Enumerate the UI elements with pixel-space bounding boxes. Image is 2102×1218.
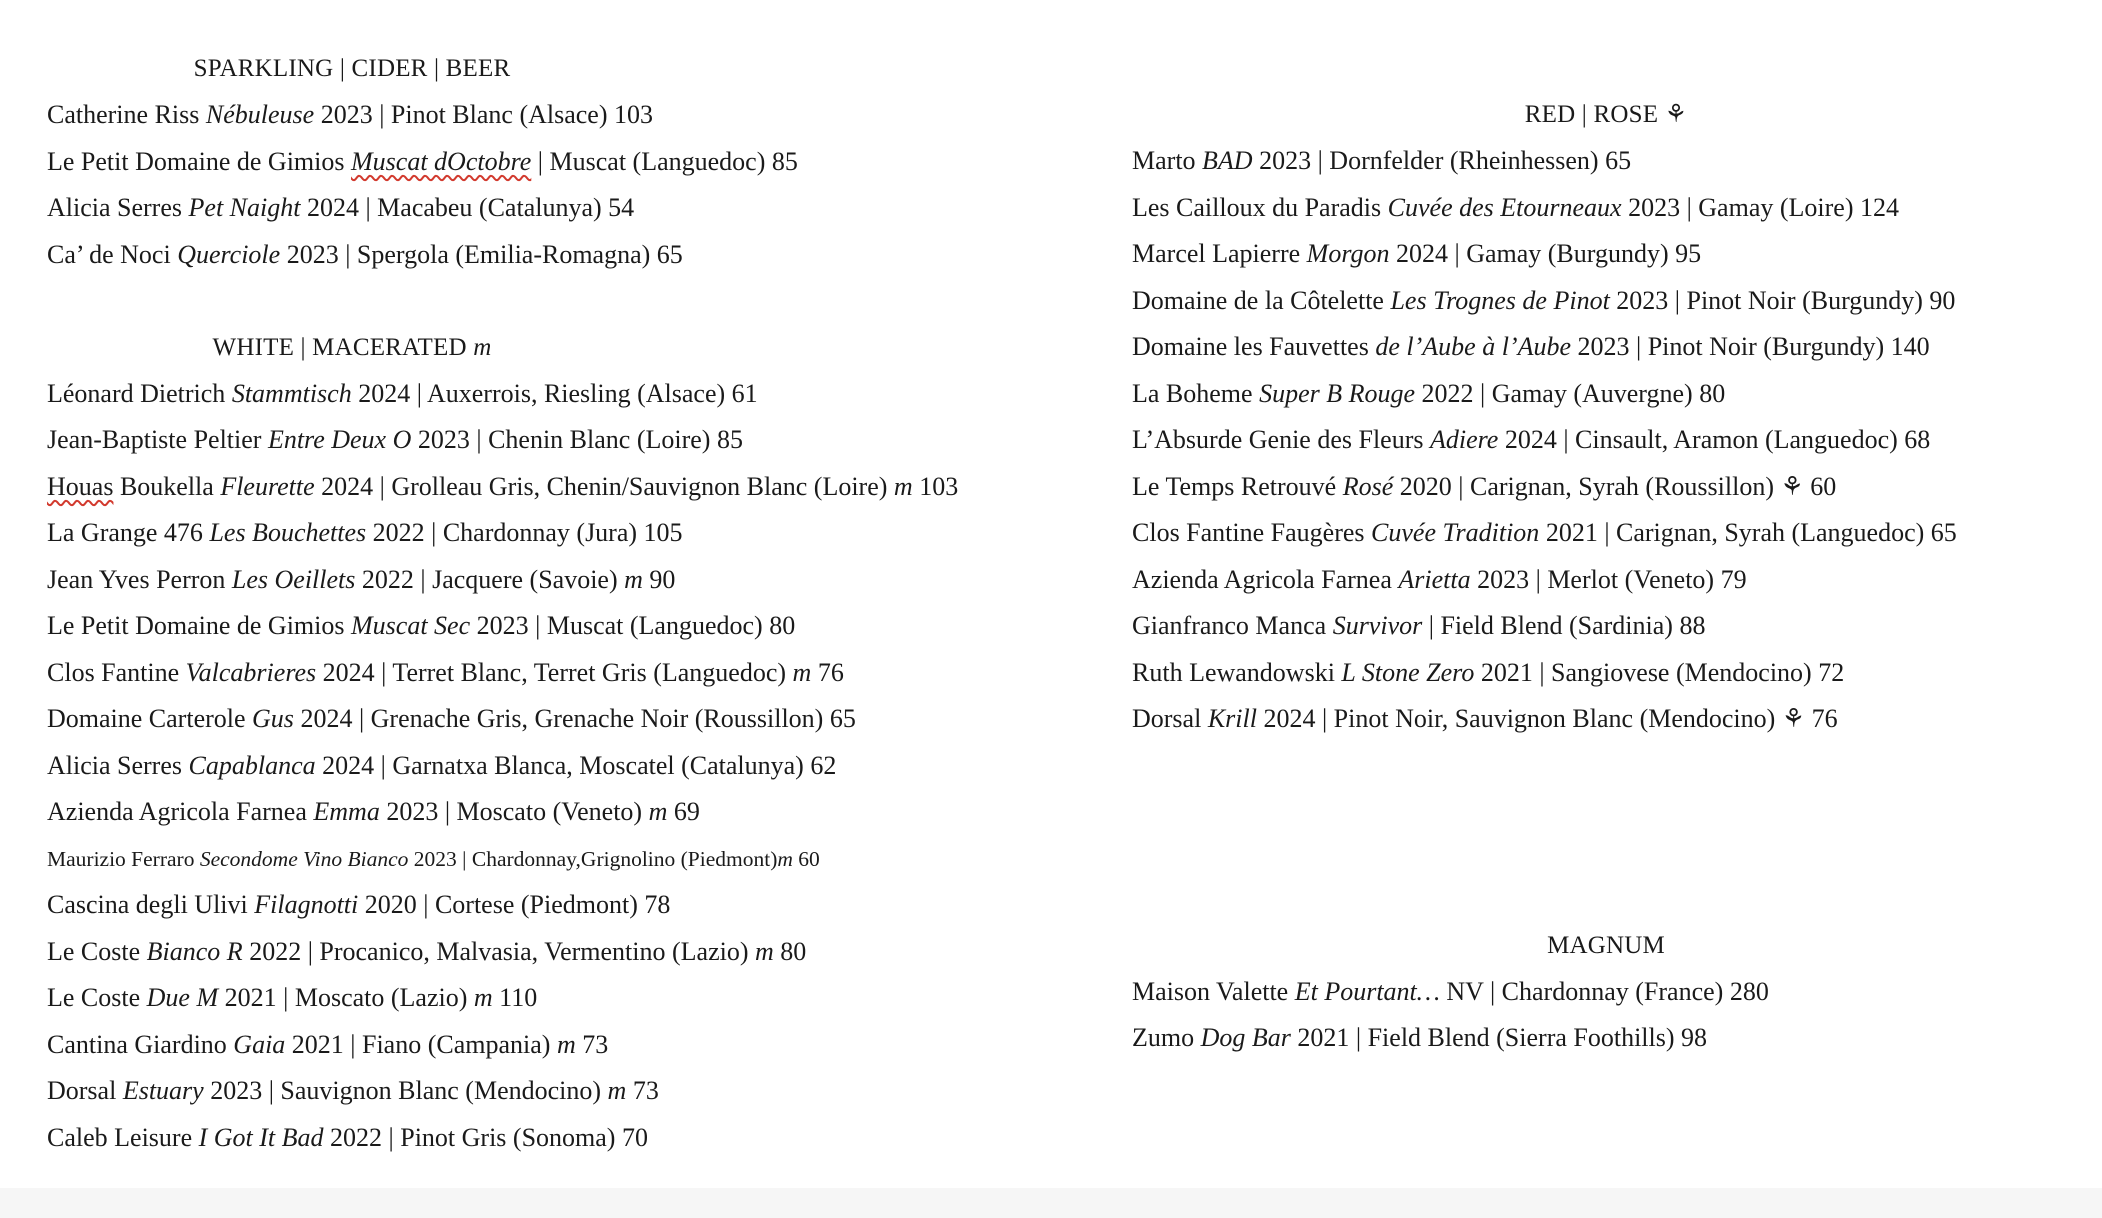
wine-details: 2023 | Dornfelder (Rheinhessen) 65 (1252, 146, 1632, 175)
wine-entry (1132, 138, 2092, 185)
wine-name: Filagnotti (254, 890, 359, 919)
wine-details: NV | Chardonnay (France) 280 (1439, 976, 1769, 1006)
producer: Alicia Serres (47, 193, 189, 222)
producer: Ca’ de Noci (47, 239, 178, 269)
wine-entry (47, 1022, 1047, 1069)
wine-entry (47, 510, 1047, 557)
producer: Domaine Carterole (47, 704, 253, 733)
wine-details: 2022 | Pinot Gris (Sonoma) 70 (323, 1122, 648, 1152)
wine-entry (47, 836, 1047, 883)
producer: Léonard Dietrich (47, 378, 232, 408)
wine-entry (1132, 696, 2092, 743)
wine-entry (47, 417, 1047, 464)
section-heading-magnum (1132, 923, 2080, 969)
wine-name: Due M (146, 983, 219, 1012)
wine-entry (1132, 603, 2092, 650)
wine-entry (47, 1115, 1047, 1162)
left-column (47, 46, 1047, 1161)
wine-entry (47, 185, 1047, 232)
wine-name: Cuvée des Etourneaux (1387, 192, 1622, 222)
wine-name: Muscat Sec (351, 611, 471, 640)
wine-name: Morgon (1306, 239, 1390, 268)
macerated-marker: m (648, 797, 668, 826)
wine-name: Muscat dOctobre (351, 146, 532, 176)
producer: Le Coste (47, 936, 147, 966)
wine-entry (1132, 510, 2092, 557)
macerated-symbol: m (473, 333, 492, 361)
wine-details: 2024 | Macabeu (Catalunya) 54 (300, 193, 635, 222)
wine-details: 2021 | Sangiovese (Mendocino) 72 (1474, 657, 1845, 687)
producer: Le Petit Domaine de Gimios (47, 611, 352, 640)
wine-name: Fleurette (220, 471, 315, 501)
producer: Azienda Agricola Farnea (47, 797, 314, 826)
wine-name: BAD (1202, 146, 1253, 175)
wine-details: 2023 | Sauvignon Blanc (Mendocino) (203, 1076, 608, 1105)
wine-details: 2020 | Carignan, Syrah (Roussillon) ⚘ 60 (1393, 471, 1837, 501)
producer: Gianfranco Manca (1132, 611, 1333, 640)
macerated-marker: m (473, 983, 493, 1012)
wine-name: Rosé (1342, 471, 1394, 501)
wine-name: Bianco R (146, 936, 243, 966)
producer: Clos Fantine (47, 657, 186, 687)
producer: Boukella (113, 471, 221, 501)
wine-details: | Field Blend (Sardinia) 88 (1422, 611, 1706, 640)
wine-name: Super B Rouge (1259, 378, 1416, 408)
wine-name: Cuvée Tradition (1371, 518, 1540, 547)
right-column (1132, 92, 2092, 1062)
wine-entry (1132, 371, 2092, 418)
price: 69 (667, 797, 700, 826)
wine-name: Pet Naight (188, 193, 301, 222)
wine-details: 2023 | Moscato (Veneto) (379, 797, 649, 826)
wine-name: Survivor (1332, 611, 1423, 640)
producer: Le Coste (47, 983, 147, 1012)
price: 110 (492, 983, 538, 1012)
wine-entry (47, 92, 1047, 139)
producer: Zumo (1132, 1023, 1201, 1052)
producer: Cascina degli Ulivi (47, 890, 255, 919)
wine-entry (1132, 1015, 2092, 1062)
producer: Cantina Giardino (47, 1029, 234, 1059)
wine-name: Gaia (233, 1029, 286, 1059)
wine-details: 2024 | Terret Blanc, Terret Gris (Languedoc) (316, 657, 793, 687)
wine-name: Nébuleuse (205, 100, 315, 129)
wine-entry (47, 650, 1047, 697)
producer: Le Temps Retrouvé (1132, 471, 1343, 501)
wine-details: 2024 | Auxerrois, Riesling (Alsace) 61 (351, 378, 758, 408)
producer: La Boheme (1132, 378, 1260, 408)
heading-text: MAGNUM (1547, 931, 1665, 959)
producer: Dorsal (1132, 704, 1208, 733)
producer: Jean Yves Perron (47, 564, 232, 594)
wine-details: 2022 | Jacquere (Savoie) (355, 564, 625, 594)
wine-details: 2021 | Fiano (Campania) (285, 1029, 557, 1059)
section-spacer (1132, 743, 2092, 923)
wine-entry (47, 557, 1047, 604)
wine-entry (47, 696, 1047, 743)
wine-entry (1132, 417, 2092, 464)
macerated-marker: m (792, 657, 812, 687)
wine-details: 2022 | Chardonnay (Jura) 105 (366, 518, 683, 547)
wine-details: 2021 | Moscato (Lazio) (218, 983, 474, 1012)
wine-name: Les Bouchettes (209, 518, 367, 547)
section-heading-white (47, 325, 657, 371)
wine-details: 2024 | Grenache Gris, Grenache Noir (Roussillon) 65 (293, 704, 856, 733)
wine-entry (47, 929, 1047, 976)
wine-name: Estuary (122, 1076, 204, 1105)
producer: Caleb Leisure (47, 1122, 199, 1152)
wine-name: Entre Deux O (267, 425, 412, 454)
wine-name: Emma (313, 797, 380, 826)
wine-details: 2024 | Cinsault, Aramon (Languedoc) 68 (1498, 425, 1931, 454)
producer: Azienda Agricola Farnea (1132, 564, 1399, 594)
wine-name: Valcabrieres (185, 657, 317, 687)
macerated-marker: m (556, 1029, 576, 1059)
macerated-marker: m (777, 846, 793, 871)
wine-entry (1132, 969, 2092, 1016)
wine-entry (47, 603, 1047, 650)
wine-entry (47, 371, 1047, 418)
wine-entry (47, 232, 1047, 279)
heading-text: RED | ROSE ⚘ (1524, 101, 1688, 128)
wine-entry (47, 743, 1047, 790)
wine-entry (1132, 650, 2092, 697)
wine-name: Stammtisch (231, 378, 352, 408)
wine-entry (47, 789, 1047, 836)
producer: Marcel Lapierre (1132, 239, 1307, 268)
producer: Marto (1132, 146, 1203, 175)
heading-text: SPARKLING | CIDER | BEER (193, 55, 511, 82)
producer: Catherine Riss (47, 100, 206, 129)
price: 73 (575, 1029, 609, 1059)
macerated-marker: m (893, 471, 913, 501)
wine-name: Secondome Vino Bianco (199, 846, 409, 871)
section-spacer (47, 278, 1047, 325)
price: 60 (792, 846, 820, 871)
wine-entry (47, 1068, 1047, 1115)
wine-name: de l’Aube à l’Aube (1375, 332, 1571, 361)
wine-entry (1132, 278, 2092, 325)
macerated-marker: m (607, 1076, 627, 1105)
price: 90 (642, 564, 676, 594)
producer: La Grange 476 (47, 518, 210, 547)
wine-entry (1132, 324, 2092, 371)
producer: Clos Fantine Faugères (1132, 518, 1372, 547)
wine-details: 2023 | Gamay (Loire) 124 (1621, 192, 1899, 222)
wine-entry (1132, 231, 2092, 278)
macerated-marker: m (624, 564, 643, 594)
wine-name: L Stone Zero (1341, 657, 1475, 687)
wine-details: 2024 | Garnatxa Blanca, Moscatel (Catalunya) 62 (315, 750, 837, 780)
wine-details: 2021 | Field Blend (Sierra Foothills) 98 (1290, 1023, 1708, 1052)
wine-entry (1132, 185, 2092, 232)
price: 103 (912, 471, 959, 501)
producer: L’Absurde Genie des Fleurs (1132, 425, 1430, 454)
wine-details: 2023 | Merlot (Veneto) 79 (1470, 564, 1747, 594)
heading-text: WHITE | MACERATED (212, 333, 474, 361)
producer: Ruth Lewandowski (1132, 657, 1342, 687)
wine-details: 2020 | Cortese (Piedmont) 78 (358, 890, 671, 919)
wine-name: Capablanca (188, 750, 316, 780)
wine-name: Querciole (177, 239, 281, 269)
macerated-marker: m (755, 936, 774, 966)
section-heading-sparkling (47, 46, 657, 92)
price: 73 (626, 1076, 659, 1105)
wine-details: 2021 | Carignan, Syrah (Languedoc) 65 (1539, 518, 1957, 547)
wine-entry (47, 464, 1047, 511)
page-bottom-edge (0, 1188, 2102, 1218)
wine-details: 2023 | Chenin Blanc (Loire) 85 (411, 425, 743, 454)
wine-entry (47, 139, 1047, 186)
producer: Les Cailloux du Paradis (1132, 192, 1388, 222)
producer: Jean-Baptiste Peltier (47, 425, 268, 454)
wine-details: 2023 | Spergola (Emilia-Romagna) 65 (280, 239, 683, 269)
wine-details: 2024 | Pinot Noir, Sauvignon Blanc (Mendocino) ⚘ 76 (1256, 704, 1838, 733)
producer: Maison Valette (1132, 976, 1295, 1006)
wine-name: Les Oeillets (231, 564, 356, 594)
wine-details: | Muscat (Languedoc) 85 (531, 146, 798, 176)
wine-details: 2022 | Gamay (Auvergne) 80 (1415, 378, 1726, 408)
wine-details: 2023 | Muscat (Languedoc) 80 (470, 611, 796, 640)
wine-name: I Got It Bad (198, 1122, 324, 1152)
producer: Domaine de la Côtelette (1132, 285, 1391, 315)
wine-details: 2023 | Pinot Noir (Burgundy) 90 (1609, 285, 1956, 315)
wine-name: Gus (252, 704, 294, 733)
wine-name: Arietta (1398, 564, 1471, 594)
wine-details: 2023 | Chardonnay,Grignolino (Piedmont) (408, 846, 778, 871)
producer: Maurizio Ferraro (47, 846, 200, 871)
wine-name: Adiere (1429, 425, 1499, 454)
producer-misspelled: Houas (47, 471, 114, 501)
wine-entry (47, 975, 1047, 1022)
wine-name: Et Pourtant… (1294, 976, 1440, 1006)
price: 80 (773, 936, 807, 966)
wine-name: Les Trognes de Pinot (1390, 285, 1610, 315)
wine-name: Dog Bar (1200, 1023, 1291, 1052)
wine-details: 2024 | Grolleau Gris, Chenin/Sauvignon Blanc (Loire) (314, 471, 894, 501)
producer: Le Petit Domaine de Gimios (47, 146, 352, 176)
wine-entry (47, 882, 1047, 929)
wine-entry (1132, 557, 2092, 604)
wine-details: 2024 | Gamay (Burgundy) 95 (1389, 239, 1702, 268)
price: 76 (811, 657, 844, 687)
wine-details: 2023 | Pinot Blanc (Alsace) 103 (314, 100, 653, 129)
producer: Domaine les Fauvettes (1132, 332, 1376, 361)
wine-details: 2022 | Procanico, Malvasia, Vermentino (Lazio) (242, 936, 755, 966)
section-heading-red (1132, 92, 2080, 138)
wine-entry (1132, 464, 2092, 511)
wine-details: 2023 | Pinot Noir (Burgundy) 140 (1571, 332, 1930, 361)
wine-name: Krill (1207, 704, 1257, 733)
producer: Dorsal (47, 1076, 123, 1105)
producer: Alicia Serres (47, 750, 189, 780)
